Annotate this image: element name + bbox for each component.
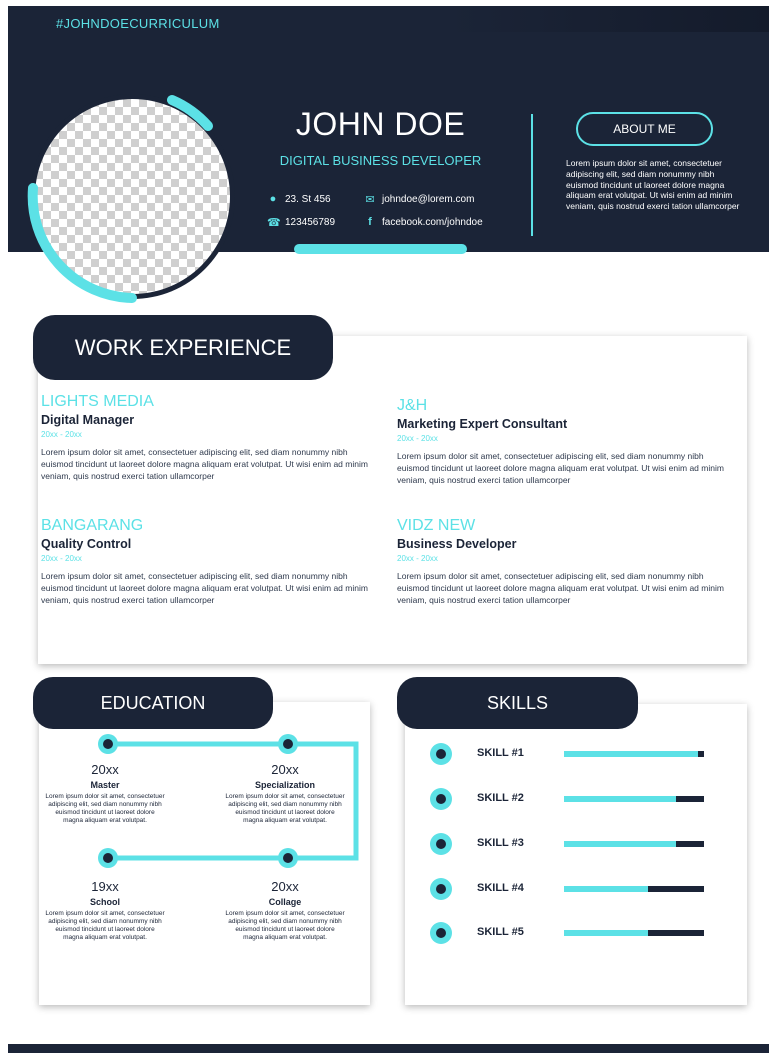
education-description: Lorem ipsum dolor sit amet, consectetuer adipiscing elit, sed diam nonummy nibh euismod tincidunt ut laoreet dolore magna aliquam erat volutpat. <box>45 793 165 824</box>
job-description: Lorem ipsum dolor sit amet, consectetuer adipiscing elit, sed diam nonummy nibh euismod tincidunt ut laoreet dolore magna aliquam erat volutpat. Ut wisi enim ad minim veniam, quis nostrud exerci tation ullamcorper <box>41 447 368 481</box>
skill-bullet-icon <box>430 833 452 855</box>
contact-facebook[interactable] <box>364 216 483 228</box>
education-description: Lorem ipsum dolor sit amet, consectetuer adipiscing elit, sed diam nonummy nibh euismod tincidunt ut laoreet dolore magna aliquam erat volutpat. <box>225 910 345 941</box>
skill-bullet-icon <box>430 878 452 900</box>
education-description: Lorem ipsum dolor sit amet, consectetuer adipiscing elit, sed diam nonummy nibh euismod tincidunt ut laoreet dolore magna aliquam erat volutpat. <box>45 910 165 941</box>
skill-row <box>430 878 710 898</box>
job-dates: 20xx - 20xx <box>41 430 82 439</box>
photo-accent-arcs <box>20 84 245 309</box>
work-experience-heading: WORK EXPERIENCE <box>33 315 333 380</box>
job-title: Digital Manager <box>41 413 135 427</box>
skill-level-fill <box>564 751 698 757</box>
job-entry <box>41 517 376 606</box>
job-company: VIDZ NEW <box>397 517 476 534</box>
candidate-role: DIGITAL BUSINESS DEVELOPER <box>279 153 482 168</box>
timeline-node-core <box>283 739 293 749</box>
skill-level-fill <box>564 930 648 936</box>
skill-row <box>430 743 710 763</box>
job-description: Lorem ipsum dolor sit amet, consectetuer adipiscing elit, sed diam nonummy nibh euismod tincidunt ut laoreet dolore magna aliquam erat volutpat. Ut wisi enim ad minim veniam, quis nostrud exerci tation ullamcorper <box>397 451 724 485</box>
education-degree: Specialization <box>254 780 316 790</box>
job-entry <box>397 397 732 486</box>
job-title: Business Developer <box>397 537 517 551</box>
education-heading: EDUCATION <box>33 677 273 729</box>
timeline-node-core <box>283 853 293 863</box>
skill-label: SKILL #4 <box>477 882 524 894</box>
education-degree: School <box>89 897 120 907</box>
education-year: 20xx <box>271 879 299 894</box>
skill-row <box>430 833 710 853</box>
job-dates: 20xx - 20xx <box>397 434 438 443</box>
job-dates: 20xx - 20xx <box>41 554 82 563</box>
education-entry <box>45 879 165 942</box>
skill-row <box>430 788 710 808</box>
header-accent-bar <box>294 244 467 254</box>
about-me-text: Lorem ipsum dolor sit amet, consectetuer adipiscing elit, sed diam nonummy nibh euismod tincidunt ut laoreet dolore magna aliquam erat volutpat. Ut wisi enim ad minim veniam, quis nostrud exerci tation ullamcorper <box>566 158 740 212</box>
timeline-node-core <box>103 853 113 863</box>
facebook-icon: f <box>368 216 372 228</box>
phone-icon: ☎ <box>267 217 281 229</box>
education-entry <box>225 762 345 825</box>
skill-level-bar <box>564 796 704 802</box>
job-description: Lorem ipsum dolor sit amet, consectetuer adipiscing elit, sed diam nonummy nibh euismod tincidunt ut laoreet dolore magna aliquam erat volutpat. Ut wisi enim ad minim veniam, quis nostrud exerci tation ullamcorper <box>41 571 368 605</box>
skill-level-bar <box>564 886 704 892</box>
education-year: 19xx <box>91 879 119 894</box>
candidate-name: JOHN DOE <box>295 106 466 142</box>
contact-email[interactable] <box>364 193 474 206</box>
skills-heading: SKILLS <box>397 677 638 729</box>
skill-level-bar <box>564 930 704 936</box>
job-company: J&H <box>397 397 428 414</box>
skill-level-bar <box>564 751 704 757</box>
job-company: LIGHTS MEDIA <box>41 393 154 410</box>
location-pin-icon: ● <box>269 193 277 205</box>
work-experience-card <box>38 336 747 664</box>
hashtag-label: #JOHNDOECURRICULUM <box>56 16 220 31</box>
contact-phone-text: 123456789 <box>285 217 336 228</box>
skill-label: SKILL #1 <box>477 747 524 759</box>
skill-level-fill <box>564 841 676 847</box>
job-entry <box>397 517 732 606</box>
skill-label: SKILL #2 <box>477 792 524 804</box>
header-divider <box>531 114 533 236</box>
email-icon: ✉ <box>365 194 375 206</box>
photo-arc-bottom <box>33 188 132 298</box>
timeline-node-core <box>103 739 113 749</box>
education-year: 20xx <box>91 762 119 777</box>
skill-level-fill <box>564 886 648 892</box>
skill-label: SKILL #5 <box>477 926 524 938</box>
skill-row <box>430 922 710 942</box>
job-title: Quality Control <box>41 537 132 551</box>
job-dates: 20xx - 20xx <box>397 554 438 563</box>
education-entry <box>225 879 345 942</box>
contact-phone <box>267 216 335 229</box>
education-year: 20xx <box>271 762 299 777</box>
education-degree: Collage <box>268 897 302 907</box>
education-description: Lorem ipsum dolor sit amet, consectetuer adipiscing elit, sed diam nonummy nibh euismod tincidunt ut laoreet dolore magna aliquam erat volutpat. <box>225 793 345 824</box>
contact-email-text[interactable]: johndoe@lorem.com <box>382 194 475 205</box>
about-me-button[interactable]: ABOUT ME <box>576 112 713 146</box>
skill-level-fill <box>564 796 676 802</box>
footer-bar <box>8 1044 769 1053</box>
job-title: Marketing Expert Consultant <box>397 417 568 431</box>
education-entry <box>45 762 165 825</box>
contact-facebook-text[interactable]: facebook.com/johndoe <box>382 216 483 228</box>
education-degree: Master <box>90 780 120 790</box>
photo-arc-top <box>172 100 208 126</box>
skill-bullet-icon <box>430 743 452 765</box>
job-entry <box>41 393 376 482</box>
job-company: BANGARANG <box>41 517 144 534</box>
header-fade <box>449 6 769 32</box>
skill-bullet-icon <box>430 788 452 810</box>
skill-bullet-icon <box>430 922 452 944</box>
skill-label: SKILL #3 <box>477 837 524 849</box>
contact-address <box>267 193 331 205</box>
contact-address-text: 23. St 456 <box>285 193 331 205</box>
skill-level-bar <box>564 841 704 847</box>
job-description: Lorem ipsum dolor sit amet, consectetuer adipiscing elit, sed diam nonummy nibh euismod tincidunt ut laoreet dolore magna aliquam erat volutpat. Ut wisi enim ad minim veniam, quis nostrud exerci tation ullamcorper <box>397 571 724 605</box>
